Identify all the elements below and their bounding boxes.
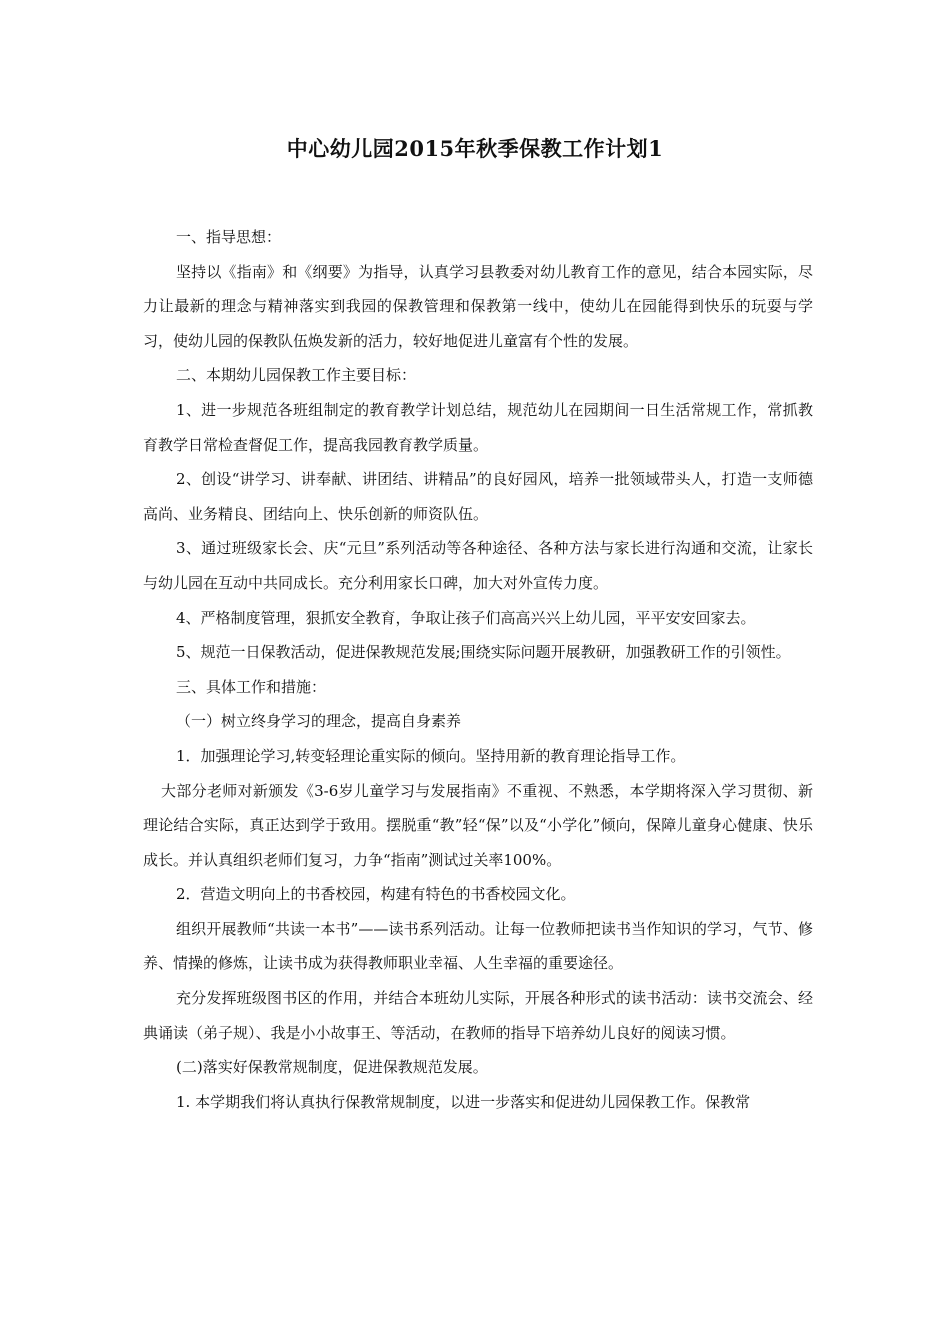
goal-item-5: 5、规范一日保教活动，促进保教规范发展;围绕实际问题开展教研，加强教研工作的引领性。 [176,643,791,662]
paragraph-guiding-ideology: 坚持以《指南》和《纲要》为指导，认真学习县教委对幼儿教育工作的意见，结合本园实际，尽力让最新的理念与精神落实到我园的保教管理和保教第一线中，使幼儿在园能得到快乐的玩耍与学习，使幼儿园的保教队伍焕发新的活力，较好地促进儿童富有个性的发展。 [143,262,813,350]
measure-item-1: 1．加强理论学习,转变轻理论重实际的倾向。坚持用新的教育理论指导工作。 [176,746,686,765]
subsection-heading-lifelong-learning: （一）树立终身学习的理念，提高自身素养 [176,712,462,731]
goal-item-4: 4、严格制度管理，狠抓安全教育，争取让孩子们高高兴兴上幼儿园，平平安安回家去。 [176,608,756,627]
goal-item-1: 1、进一步规范各班组制定的教育教学计划总结，规范幼儿在园期间一日生活常规工作，常抓教育教学日常检查督促工作，提高我园教育教学质量。 [143,400,813,454]
document-title: 中心幼儿园2015年秋季保教工作计划1 [286,136,664,161]
paragraph-class-library: 充分发挥班级图书区的作用，并结合本班幼儿实际，开展各种形式的读书活动：读书交流会、经典诵读（弟子规）、我是小小故事王、等活动，在教师的指导下培养幼儿良好的阅读习惯。 [143,989,813,1042]
section-heading-main-goals: 二、本期幼儿园保教工作主要目标： [176,366,417,385]
paragraph-reading-activity: 组织开展教师“共读一本书”——读书系列活动。让每一位教师把读书当作知识的学习，气节、修养、情操的修炼，让读书成为获得教师职业幸福、人生幸福的重要途径。 [143,919,813,973]
paragraph-guidelines-study: 大部分老师对新颁发《3-6岁儿童学习与发展指南》不重视、不熟悉，本学期将深入学习贯彻、新理论结合实际，真正达到学于致用。摆脱重“教”轻“保”以及“小学化”倾向，保障儿童身心健康、快乐成长。并认真组织老师们复习，力争“指南”测试过关率100%。 [143,781,813,869]
section-heading-measures: 三、具体工作和措施： [176,677,327,696]
routine-item-1: 1. 本学期我们将认真执行保教常规制度，以进一步落实和促进幼儿园保教工作。保教常 [176,1092,751,1111]
subsection-heading-routine-system: (二)落实好保教常规制度，促进保教规范发展。 [176,1058,488,1077]
measure-item-2: 2．营造文明向上的书香校园，构建有特色的书香校园文化。 [176,885,576,904]
goal-item-2: 2、创设“讲学习、讲奉献、讲团结、讲精品”的良好园风，培养一批领域带头人，打造一支师德高尚、业务精良、团结向上、快乐创新的师资队伍。 [143,470,813,523]
section-heading-guiding-ideology: 一、指导思想： [176,228,282,246]
document-body [143,220,813,1119]
goal-item-3: 3、通过班级家长会、庆“元旦”系列活动等各种途径、各种方法与家长进行沟通和交流，让家长与幼儿园在互动中共同成长。充分利用家长口碑，加大对外宣传力度。 [143,539,813,592]
